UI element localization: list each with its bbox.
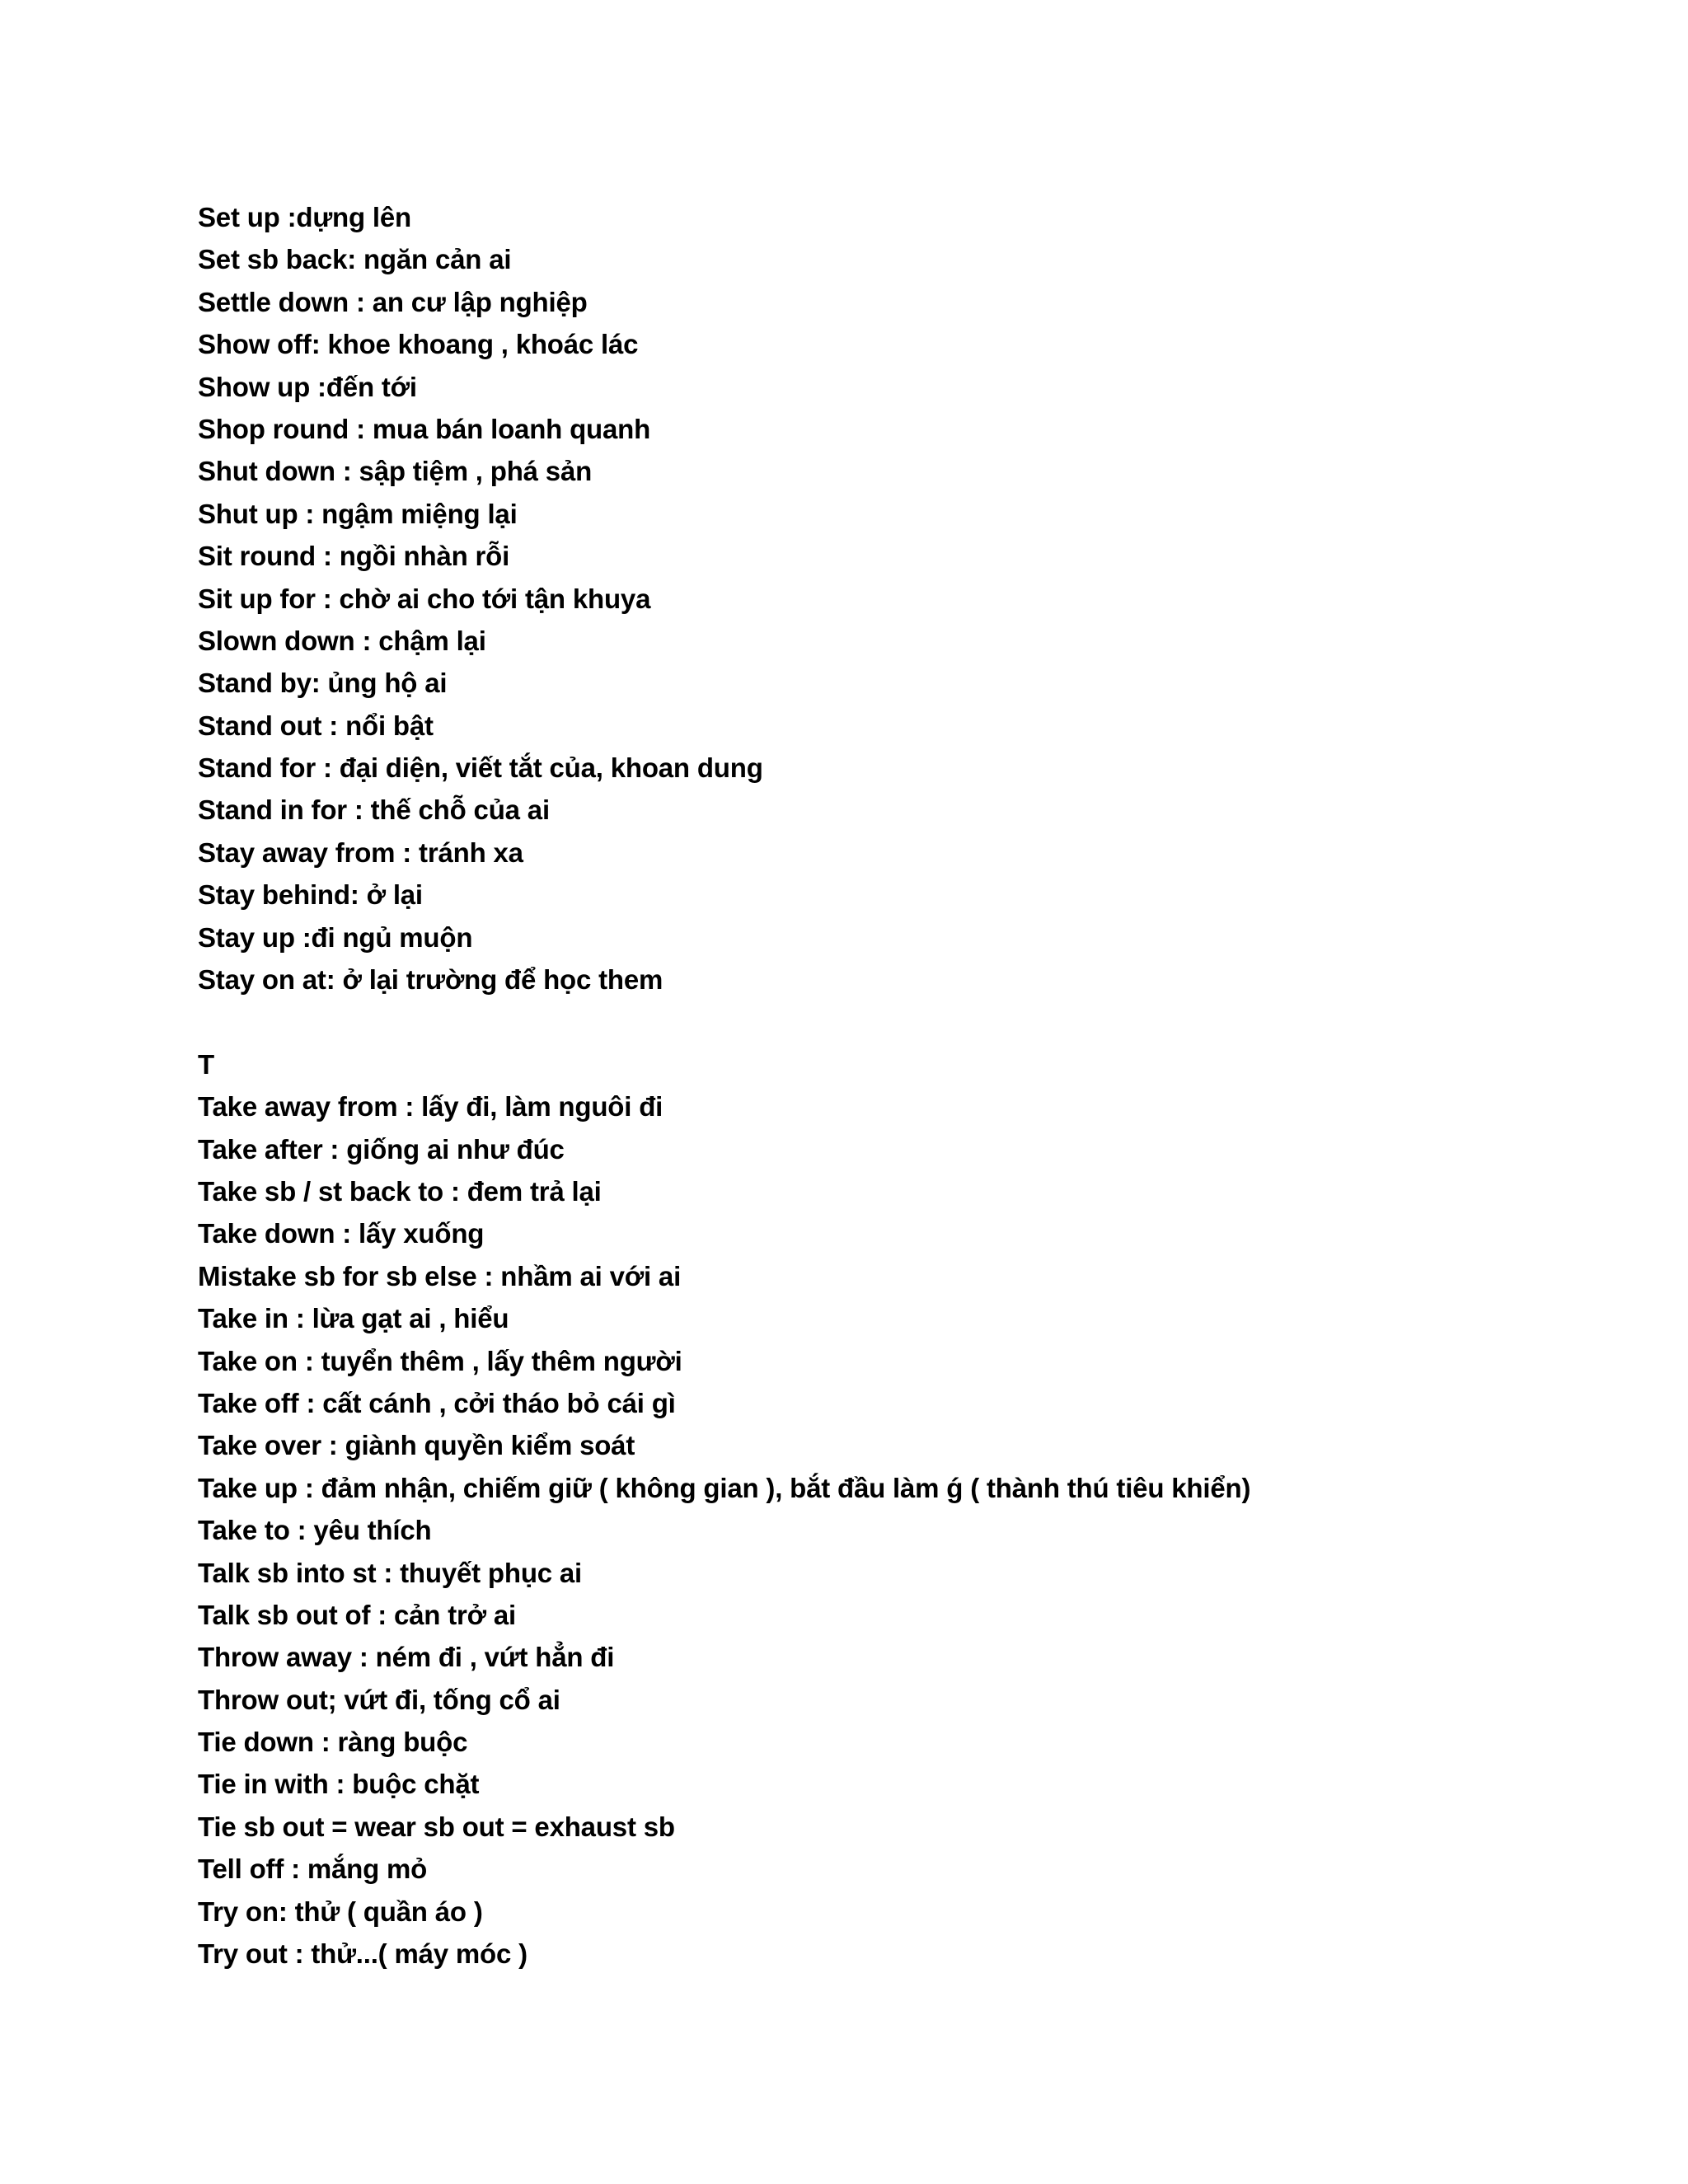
list-item: Stay up :đi ngủ muộn [198, 921, 473, 953]
list-item: Tell off : mắng mỏ [198, 1854, 428, 1885]
list-item: Tie down : ràng buộc [198, 1727, 468, 1758]
list-item: Set up :dựng lên [198, 202, 412, 232]
list-item: Take up : đảm nhận, chiếm giữ ( không gian ), bắt đầu làm ǵ ( thành thú tiêu khiển) [198, 1472, 1251, 1503]
list-item: Stand out : nổi bật [198, 710, 434, 741]
list-item: Stay behind: ở lại [198, 879, 423, 911]
list-item: Set sb back: ngăn cản ai [198, 244, 512, 275]
list-item: Shut down : sập tiệm , phá sản [198, 456, 593, 487]
list-item: Take down : lấy xuống [198, 1218, 485, 1249]
section-heading-t: T [198, 1048, 214, 1080]
list-item: Show up :đến tới [198, 371, 417, 402]
list-item: Take sb / st back to : đem trả lại [198, 1175, 602, 1207]
section-spacer [198, 1001, 1599, 1043]
list-item: Sit round : ngồi nhàn rỗi [198, 541, 510, 572]
list-item: Throw out; vứt đi, tống cổ ai [198, 1684, 560, 1715]
phrasal-verb-list [198, 196, 1599, 1975]
list-item: Stay on at: ở lại trường để học them [198, 964, 663, 996]
list-item: Slown down : chậm lại [198, 625, 486, 656]
list-item: Stay away from : tránh xa [198, 837, 523, 868]
list-item: Shut up : ngậm miệng lại [198, 498, 518, 529]
list-item: Take in : lừa gạt ai , hiểu [198, 1303, 509, 1334]
list-item: Try on: thử ( quần áo ) [198, 1896, 483, 1927]
list-item: Talk sb out of : cản trở ai [198, 1599, 516, 1630]
list-item: Settle down : an cư lập nghiệp [198, 286, 588, 317]
list-item: Take off : cất cánh , cởi tháo bỏ cái gì [198, 1387, 676, 1418]
list-item: Throw away : ném đi , vứt hẳn đi [198, 1642, 615, 1673]
list-item: Tie in with : buộc chặt [198, 1769, 480, 1800]
list-item: Talk sb into st : thuyết phục ai [198, 1557, 583, 1588]
list-item: Shop round : mua bán loanh quanh [198, 413, 651, 444]
list-item: Try out : thử...( máy móc ) [198, 1938, 528, 1970]
list-item: Tie sb out = wear sb out = exhaust sb [198, 1811, 675, 1842]
list-item: Stand by: ủng hộ ai [198, 668, 448, 699]
list-item: Stand in for : thế chỗ của ai [198, 794, 550, 826]
list-item: Sit up for : chờ ai cho tới tận khuya [198, 583, 651, 614]
list-item: Take to : yêu thích [198, 1515, 432, 1546]
list-item: Take after : giống ai như đúc [198, 1133, 565, 1165]
list-item: Take away from : lấy đi, làm nguôi đi [198, 1091, 663, 1122]
list-item: Stand for : đại diện, viết tắt của, khoan dung [198, 752, 763, 784]
list-item: Take over : giành quyền kiểm soát [198, 1430, 635, 1461]
list-item: Mistake sb for sb else : nhầm ai với ai [198, 1260, 682, 1291]
list-item: Show off: khoe khoang , khoác lác [198, 329, 639, 360]
list-item: Take on : tuyển thêm , lấy thêm người [198, 1345, 682, 1376]
